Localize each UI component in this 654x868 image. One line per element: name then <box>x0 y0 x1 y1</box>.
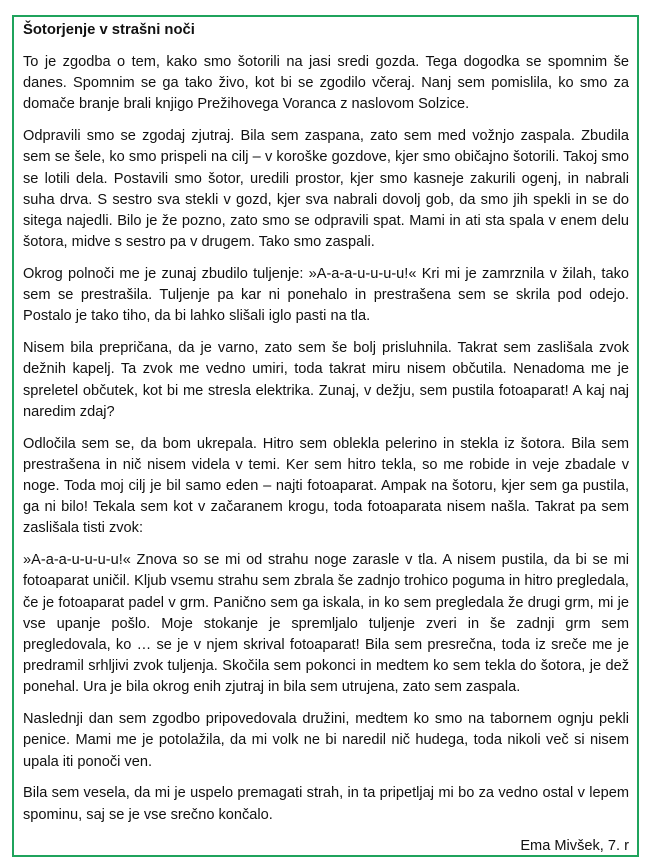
author-signature: Ema Mivšek, 7. r <box>520 838 629 855</box>
paragraph-2: Odpravili smo se zgodaj zjutraj. Bila sem zaspana, zato sem med vožnjo zaspala. Zbudila sem se šele, ko smo prispeli na cilj – v koroške gozdove, kjer smo običajno šotorili. Takoj smo se lotili dela. Postavili smo šotor, uredili prostor, kjer smo kasneje zakurili ogenj, in nabrali suha drva. S sestro sva stekli v gozd, kjer sva nabrali dovolj gob, da smo jih spekli in se do sitega najedli. Bilo je že pozno, zato smo se odpravili spat. Mami in ati sta spala v enem delu šotora, midve s sestro pa v drugem. Tako smo zaspali. <box>23 128 629 251</box>
story-content <box>14 17 637 858</box>
paragraph-1: To je zgodba o tem, kako smo šotorili na jasi sredi gozda. Tega dogodka se spomnim še danes. Spomnim se ga tako živo, kot bi se zgodilo včeraj. Nanj sem pomislila, ko smo za domače branje brali knjigo Prežihovega Voranca z naslovom Solzice. <box>23 54 629 113</box>
paragraph-7: Naslednji dan sem zgodbo pripovedovala družini, medtem ko smo na tabornem ognju pekli penice. Mami me je potolažila, da mi volk ne bi naredil nič hudega, toda nikoli več si nisem upala iti ponoči ven. <box>23 711 629 770</box>
story-frame <box>12 15 639 857</box>
paragraph-8: Bila sem vesela, da mi je uspelo premagati strah, in ta pripetljaj mi bo za vedno ostal v lepem spominu, saj se je vse srečno končalo. <box>23 785 629 823</box>
paragraph-6: »A-a-a-u-u-u-u!« Znova so se mi od strahu noge zarasle v tla. A nisem pustila, da bi se mi fotoaparat uničil. Kljub vsemu strahu sem zbrala še zadnjo trohico poguma in hitro pregledala, če je fotoaparat padel v grm. Panično sem ga iskala, in ko sem pregledala že drugi grm, mi je vse upanje pošlo. Moje stokanje je spremljalo tuljenje zveri in še zadnji grm sem pregledovala, ko … se je v njem skrival fotoaparat! Bila sem presrečna, toda iz sreče me je predramil srhljivi zvok tuljenja. Skočila sem pokonci in medtem ko sem tekla do šotora, je dež ponehal. Ura je bila okrog enih zjutraj in bila sem utrujena, zato sem zaspala. <box>23 552 629 696</box>
paragraph-5: Odločila sem se, da bom ukrepala. Hitro sem oblekla pelerino in stekla iz šotora. Bila sem prestrašena in nič nisem videla v temi. Ker sem hitro tekla, so me robide in veje zbadale v noge. Toda moj cilj je bil samo eden – najti fotoaparat. Ampak na šotoru, kjer sem ga pustila, ga ni bilo! Tekala sem kot v začaranem krogu, toda fotoaparata nisem našla. Takrat pa sem zaslišala tisti zvok: <box>23 435 629 537</box>
story-title: Šotorjenje v strašni noči <box>23 22 195 38</box>
paragraph-3: Okrog polnoči me je zunaj zbudilo tuljenje: »A-a-a-u-u-u-u!« Kri mi je zamrznila v žilah, tako sem se prestrašila. Tuljenje pa kar ni ponehalo in prestrašena sem se skrila pod odejo. Postalo je tako tiho, da bi lahko slišali iglo pasti na tla. <box>23 266 629 325</box>
paragraph-4: Nisem bila prepričana, da je varno, zato sem še bolj prisluhnila. Takrat sem zaslišala zvok dežnih kapelj. Ta zvok me vedno umiri, toda takrat miru nisem občutila. Nenadoma me je spreletel občutek, kot bi me stresla elektrika. Zunaj, v dežju, sem pustila fotoaparat! A kaj naj naredim zdaj? <box>23 340 629 420</box>
